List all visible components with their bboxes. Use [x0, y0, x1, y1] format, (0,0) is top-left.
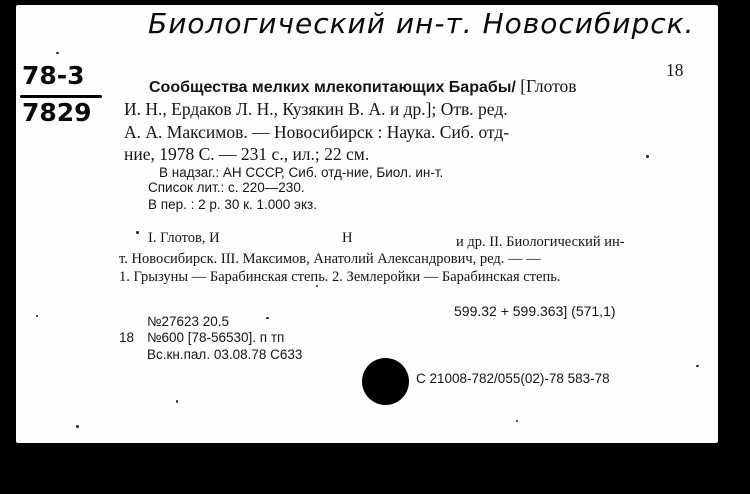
- entry-authors-start: [Глотов: [520, 76, 577, 96]
- note-line-3: В пер. : 2 р. 30 к. 1.000 экз.: [148, 197, 317, 212]
- footer-code: С 21008-782/055(02)-78 583-78: [416, 371, 610, 386]
- entry-number: 18: [666, 60, 684, 80]
- entry-title: Сообщества мелких млекопитающих Барабы/: [149, 79, 516, 96]
- scan-speck: [516, 420, 518, 422]
- scan-speck: [176, 400, 178, 403]
- entry-line-2: И. Н., Ердаков Л. Н., Кузякин В. А. и др.]; Отв. ред.: [124, 99, 508, 119]
- catalog-card: [16, 5, 718, 443]
- tracing-line-2: т. Новосибирск. III. Максимов, Анатолий Александрович, ред. — —: [119, 251, 541, 267]
- tracing-line-1c: и др. II. Биологический ин-: [456, 234, 625, 250]
- scan-speck: [136, 231, 139, 234]
- footer-order: №27623 20.5: [147, 314, 230, 329]
- handwritten-title: Биологический ин-т. Новосибирск.: [148, 7, 695, 40]
- udc-classification: 599.32 + 599.363] (571,1): [454, 303, 616, 319]
- note-line-1: В надзаг.: АН СССР, Сиб. отд-ние, Биол. ин-т.: [159, 165, 444, 180]
- footer-date: Вс.кн.пал. 03.08.78 С633: [147, 347, 303, 362]
- footer-card-number: №600 [78-56530]. п тп: [147, 330, 285, 345]
- tracing-line-1b: Н: [342, 230, 353, 246]
- tracing-line-3: 1. Грызуны — Барабинская степь. 2. Землеройки — Барабинская степь.: [119, 269, 561, 285]
- footer-prefix: 18: [119, 330, 135, 345]
- entry-line-1: [149, 76, 577, 97]
- handwritten-call-number-bottom: 7829: [22, 98, 92, 127]
- scan-speck: [646, 155, 649, 158]
- scan-speck: [56, 52, 59, 54]
- scan-speck: [76, 425, 79, 428]
- handwritten-call-number-top: 78-3: [22, 61, 85, 90]
- punch-hole: [362, 358, 409, 405]
- scan-speck: [316, 285, 318, 287]
- entry-line-3: А. А. Максимов. — Новосибирск : Наука. Сиб. отд-: [124, 122, 510, 142]
- tracing-line-1a: I. Глотов, И: [148, 230, 220, 246]
- entry-line-4: ние, 1978 С. — 231 с., ил.; 22 см.: [124, 144, 370, 164]
- scan-speck: [36, 315, 38, 317]
- note-line-2: Список лит.: с. 220—230.: [148, 180, 305, 195]
- scan-speck: [266, 317, 269, 319]
- scan-speck: [696, 365, 699, 367]
